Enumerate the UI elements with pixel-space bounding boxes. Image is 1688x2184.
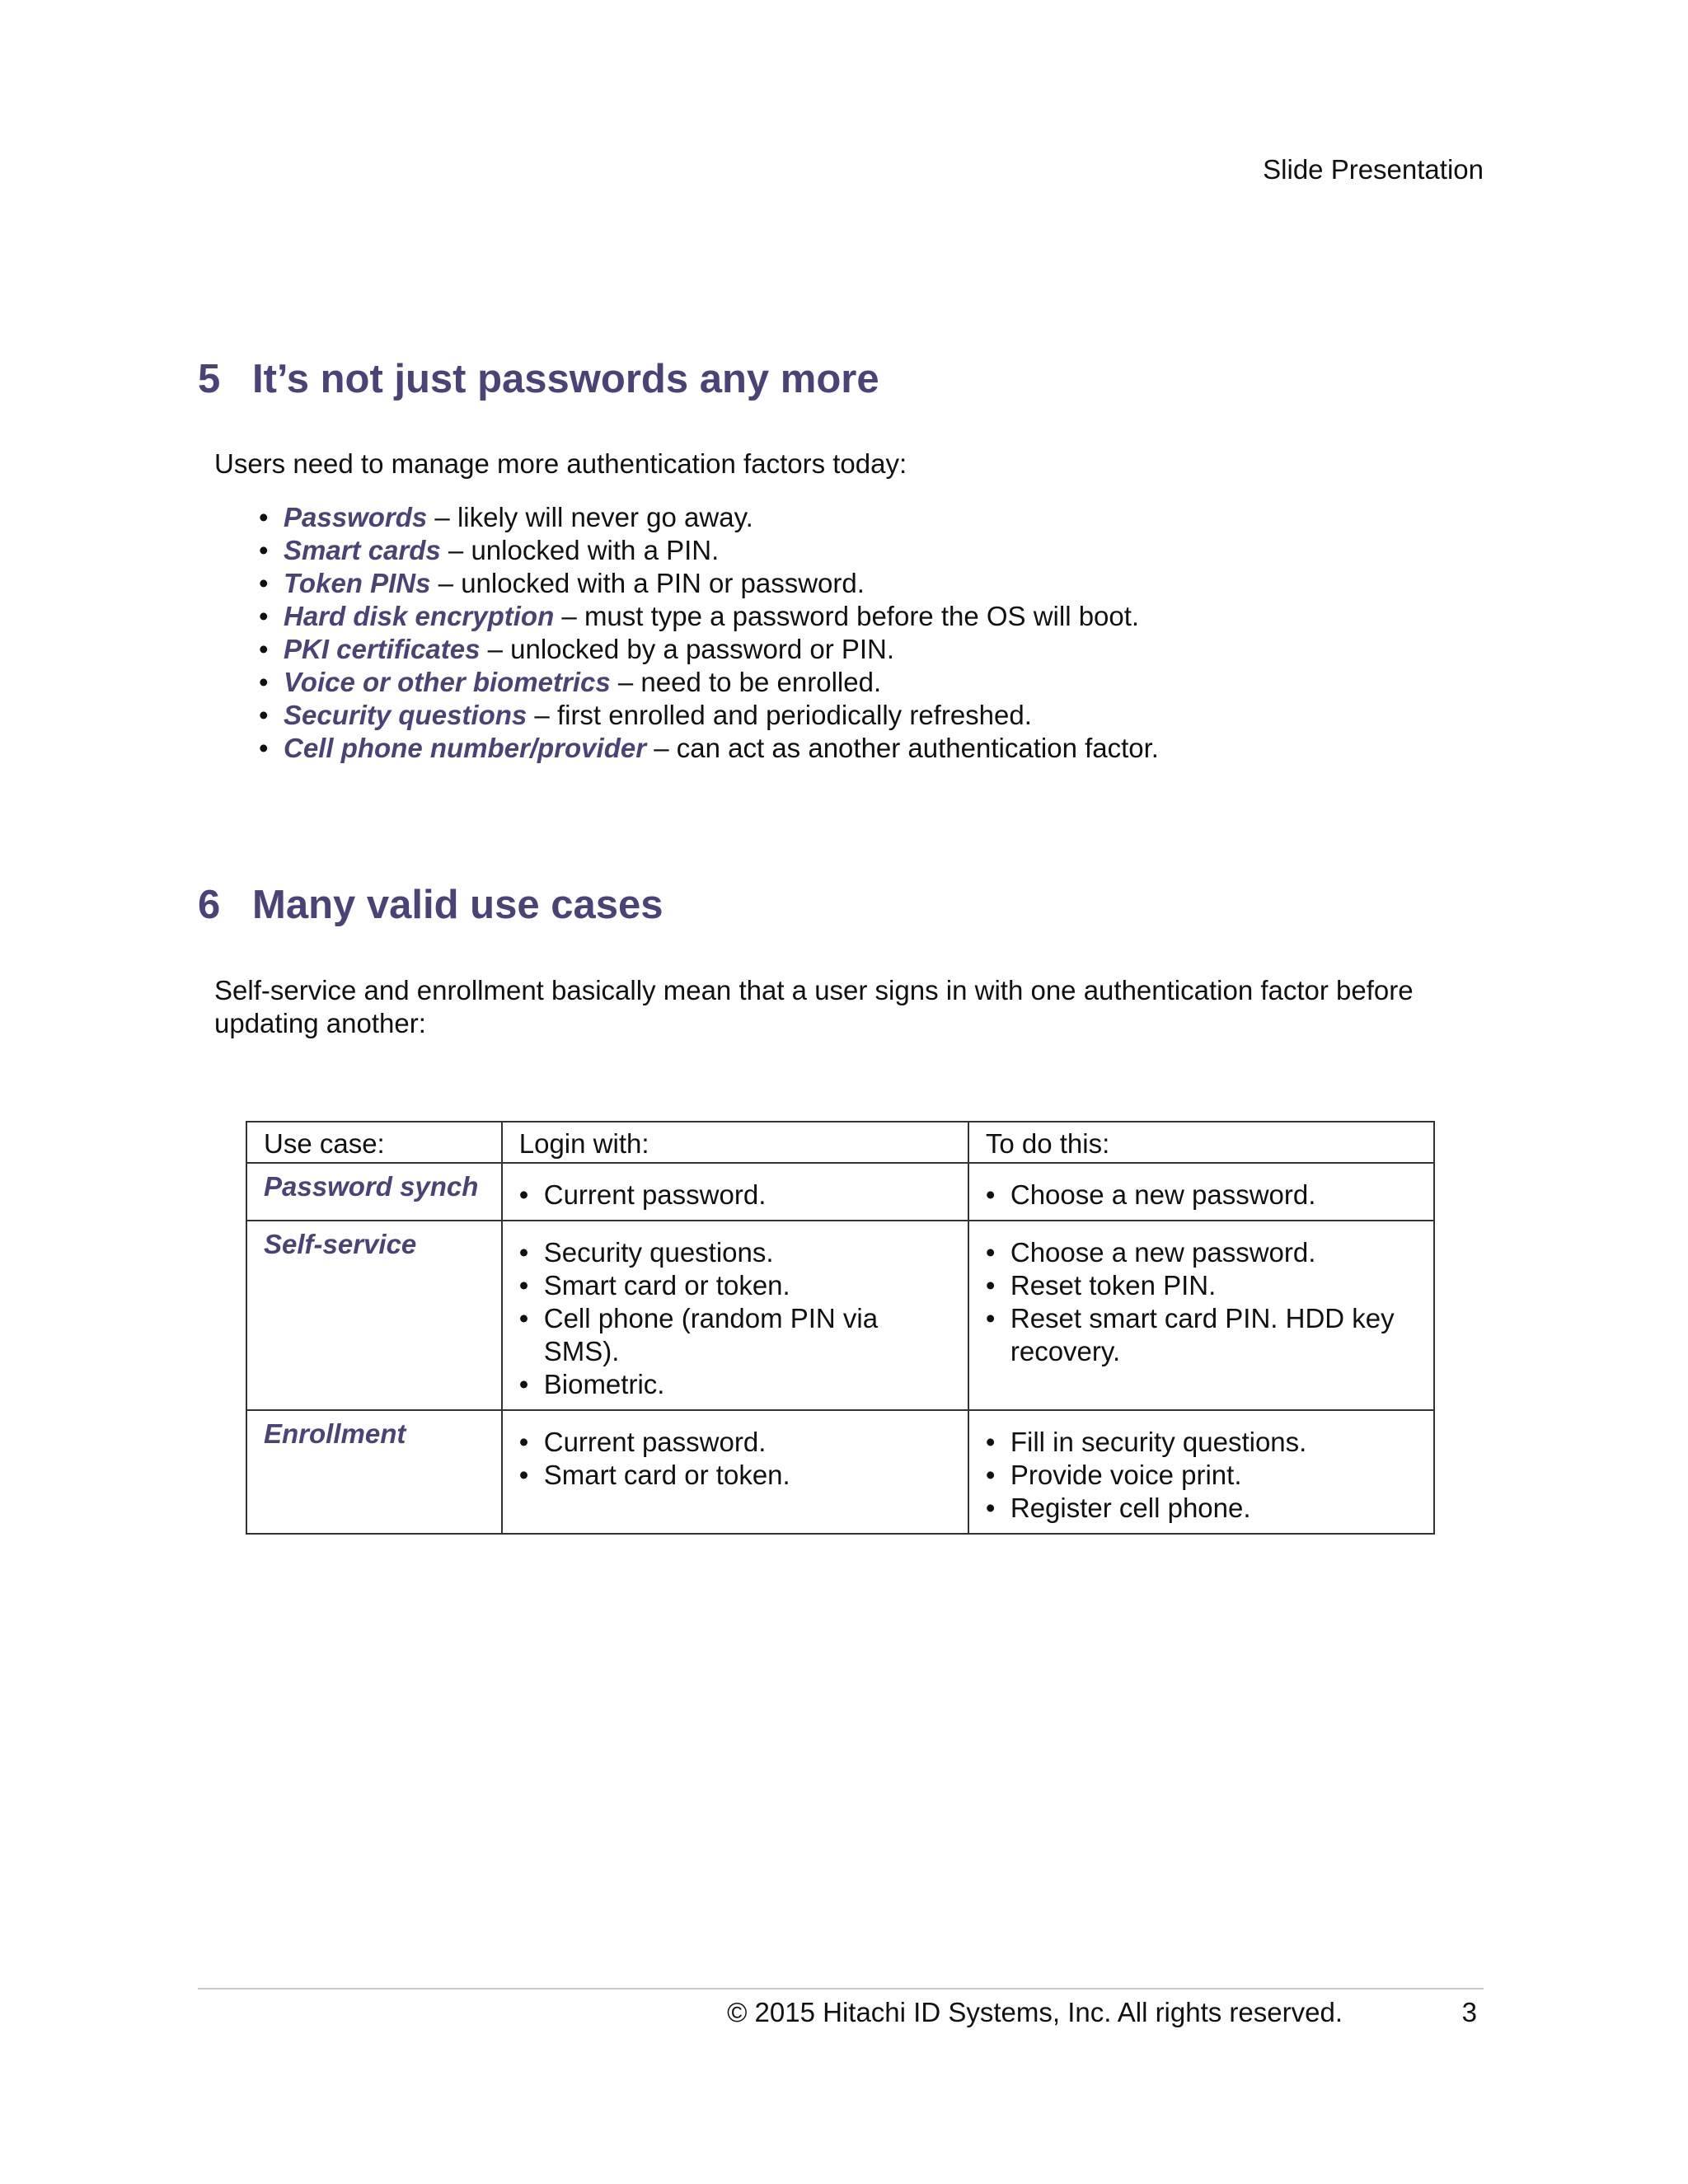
- list-item-description: – can act as another authentication factor.: [646, 733, 1159, 763]
- footer-copyright: © 2015 Hitachi ID Systems, Inc. All rights reserved.: [727, 1997, 1343, 2027]
- running-header: Slide Presentation: [1263, 154, 1484, 185]
- to-do-cell: [968, 1163, 1434, 1221]
- section-6-number: 6: [198, 883, 221, 927]
- section-6-heading: [198, 880, 663, 930]
- column-header-use-case: Use case:: [246, 1122, 502, 1163]
- list-item-term: PKI certificates: [284, 634, 481, 664]
- list-item: [256, 699, 1159, 732]
- to-do-cell: [968, 1410, 1434, 1534]
- list-item: [256, 600, 1159, 633]
- footer-divider: [198, 1988, 1484, 1990]
- use-case-name: Password synch: [246, 1163, 502, 1221]
- list-item-description: – need to be enrolled.: [610, 667, 882, 697]
- action-item: • Reset smart card PIN. HDD key recovery.: [986, 1302, 1417, 1368]
- table-row: [246, 1410, 1434, 1534]
- use-case-table: [246, 1121, 1435, 1535]
- column-header-login-with: Login with:: [502, 1122, 968, 1163]
- action-item: • Provide voice print.: [986, 1459, 1417, 1492]
- section-5-heading: [198, 354, 879, 404]
- login-with-cell: [502, 1221, 968, 1410]
- action-item: • Choose a new password.: [986, 1179, 1417, 1212]
- section-5-intro: Users need to manage more authentication factors today:: [214, 448, 907, 479]
- login-method: • Cell phone (random PIN via SMS).: [519, 1302, 951, 1368]
- list-item-term: Cell phone number/provider: [284, 733, 647, 763]
- login-method: • Biometric.: [519, 1368, 951, 1401]
- list-item-description: – must type a password before the OS will boot.: [554, 601, 1140, 631]
- login-method: • Smart card or token.: [519, 1459, 951, 1492]
- list-item-description: – unlocked with a PIN or password.: [430, 568, 865, 598]
- list-item: [256, 534, 1159, 567]
- list-item: [256, 666, 1159, 699]
- login-with-cell: [502, 1163, 968, 1221]
- list-item: [256, 732, 1159, 765]
- login-with-cell: [502, 1410, 968, 1534]
- list-item-description: – unlocked by a password or PIN.: [480, 634, 895, 664]
- list-item-term: Smart cards: [284, 535, 441, 565]
- authentication-factor-list: [256, 501, 1159, 765]
- action-item: • Register cell phone.: [986, 1492, 1417, 1525]
- list-item-term: Voice or other biometrics: [284, 667, 611, 697]
- section-5-title: It’s not just passwords any more: [252, 357, 879, 401]
- page-number: 3: [1461, 1997, 1477, 2027]
- table-header-row: [246, 1122, 1434, 1163]
- list-item-term: Hard disk encryption: [284, 601, 555, 631]
- list-item-description: – unlocked with a PIN.: [440, 535, 720, 565]
- list-item: [256, 633, 1159, 666]
- table-row: [246, 1221, 1434, 1410]
- use-case-name: Enrollment: [246, 1410, 502, 1534]
- use-case-name: Self-service: [246, 1221, 502, 1410]
- table-row: [246, 1163, 1434, 1221]
- column-header-to-do-this: To do this:: [968, 1122, 1434, 1163]
- section-5-number: 5: [198, 357, 221, 401]
- login-method: • Current password.: [519, 1179, 951, 1212]
- login-method: • Smart card or token.: [519, 1269, 951, 1302]
- list-item-term: Token PINs: [284, 568, 431, 598]
- list-item: [256, 567, 1159, 600]
- section-6-intro: Self-service and enrollment basically mean that a user signs in with one authentication factor before updating another:: [214, 975, 1414, 1038]
- login-method: • Current password.: [519, 1426, 951, 1459]
- action-item: • Choose a new password.: [986, 1236, 1417, 1269]
- action-item: • Reset token PIN.: [986, 1269, 1417, 1302]
- list-item-description: – likely will never go away.: [427, 502, 753, 532]
- list-item-term: Security questions: [284, 700, 528, 730]
- list-item: [256, 501, 1159, 534]
- list-item-description: – first enrolled and periodically refreshed.: [527, 700, 1032, 730]
- login-method: • Security questions.: [519, 1236, 951, 1269]
- section-6-title: Many valid use cases: [252, 883, 663, 927]
- action-item: • Fill in security questions.: [986, 1426, 1417, 1459]
- to-do-cell: [968, 1221, 1434, 1410]
- list-item-term: Passwords: [284, 502, 428, 532]
